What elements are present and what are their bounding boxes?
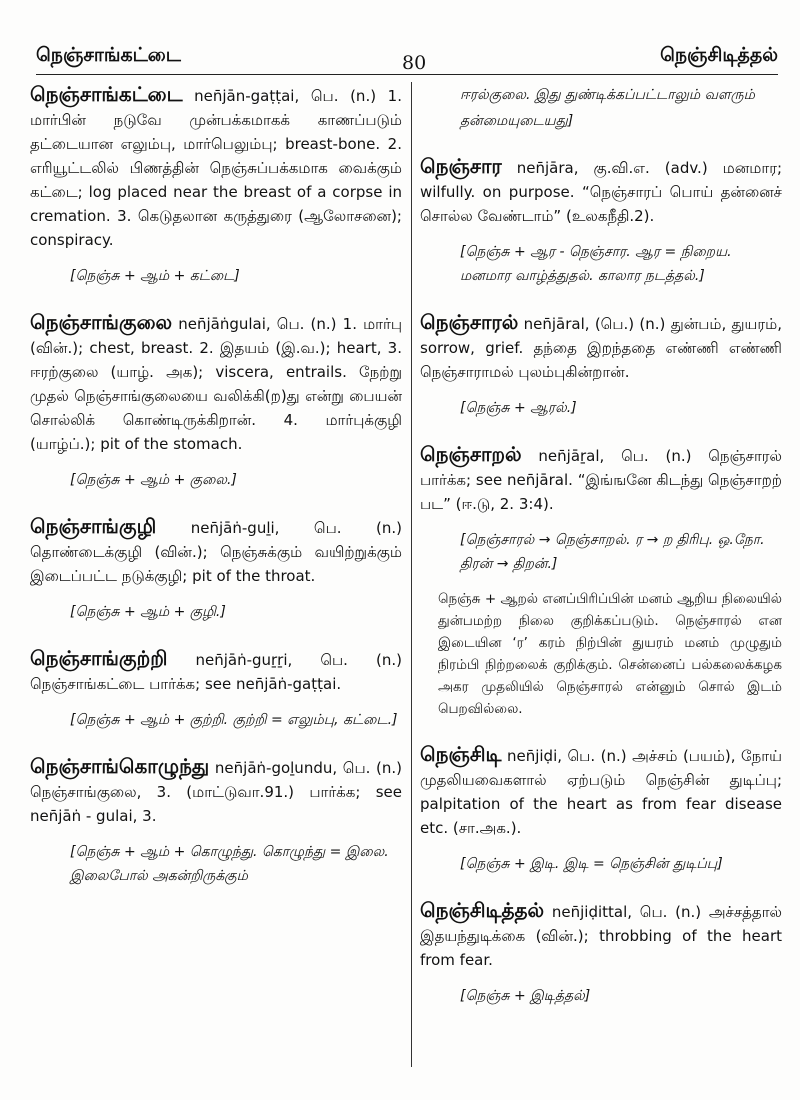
entry-headword: நெஞ்சாங்கொழுந்து: [30, 754, 210, 778]
entry-etymology: [நெஞ்சு + ஆம் + குற்றி. குற்றி = எலும்பு, கட்டை.]: [70, 712, 398, 728]
column-divider: [411, 82, 412, 1067]
dictionary-entry: [30, 514, 402, 624]
dictionary-entry: [30, 82, 402, 288]
entry-headword: நெஞ்சாங்குற்றி: [30, 646, 168, 670]
entry-headword: நெஞ்சாரல்: [420, 310, 519, 334]
entry-body: nen̄jāṅ-guṟṟi, பெ. (n.) நெஞ்சாங்கட்டை பார்க்க; see nen̄jāṅ-gaṭṭai.: [30, 651, 402, 693]
entry-etymology: [நெஞ்சு + ஆம் + குழி.]: [70, 604, 226, 620]
entry-definition: [420, 154, 782, 228]
dictionary-entry: [30, 754, 402, 888]
entry-definition: [420, 742, 782, 840]
entry-headword: நெஞ்சாறல்: [420, 442, 522, 466]
dictionary-entry: [420, 898, 782, 1008]
entry-definition: [420, 898, 782, 972]
running-head-left: நெஞ்சாங்கட்டை: [36, 44, 181, 66]
page-number: 80: [402, 52, 427, 74]
entry-etymology: [நெஞ்சு + ஆரல்.]: [460, 400, 577, 416]
running-head-right: நெஞ்சிடித்தல்: [660, 44, 778, 66]
entry-definition: [420, 310, 782, 384]
entry-etymology: [நெஞ்சு + ஆம் + கட்டை]: [70, 268, 240, 284]
entry-body: nen̄jān-gaṭṭai, பெ. (n.) 1. மார்பின் நடுவே முன்பக்கமாகக் காணப்படும் தட்டையான எலும்பு, மார்பெலும்பு; breast-bone. 2. எரியூட்டலில் பிணத்தின் நெஞ்சுப்பக்கமாக வைக்கும் கட்டை; log placed near the breast of a corpse in cremation. 3. கெடுதலான கருத்துரை (ஆலோசனை); conspiracy.: [30, 87, 402, 249]
entry-definition: [30, 754, 402, 828]
entry-body: nen̄jiḍittal, பெ. (n.) அச்சத்தால் இதயந்துடிக்கை (வின்.); throbbing of the heart from fear.: [420, 903, 782, 969]
entry-etymology: [நெஞ்சாரல் → நெஞ்சாறல். ர → ற திரிபு. ஒ.நோ. திரன் → திறன்.]: [460, 532, 765, 572]
entry-body: nen̄jāṅ-goḻundu, பெ. (n.) நெஞ்சாங்குலை, 3. (மாட்டுவா.91.) பார்க்க; see nen̄jāṅ - gulai, 3.: [30, 759, 402, 825]
entry-note: நெஞ்சு + ஆறல் எனப்பிரிப்பின் மனம் ஆறிய நிலையில் துன்பமற்ற நிலை குறிக்கப்படும். நெஞ்சாரல் என இடையின ‘ர’ கரம் நிற்பின் துயரம் மனம் முழுதும் நிரம்பி நிற்றலைக் குறிக்கும். சென்னைப் பல்கலைக்கழக அகர முதலியில் நெஞ்சாரல் என்னும் சொல் இடம் பெறவில்லை.: [438, 591, 782, 717]
dictionary-entry: [420, 742, 782, 876]
dictionary-entry: [420, 442, 782, 720]
entry-headword: நெஞ்சாங்கட்டை: [30, 82, 183, 106]
entry-body: nen̄jāṅgulai, பெ. (n.) 1. மார்பு (வின்.); chest, breast. 2. இதயம் (இ.வ.); heart, 3. ஈரற்குலை (யாழ். அக); viscera, entrails. நேற்று முதல் நெஞ்சாங்குலையை வலிக்கி(ற)து என்று பையன் சொல்லிக் கொண்டிருக்கிறான். 4. மார்புக்குழி (யாழ்ப்.); pit of the stomach.: [30, 315, 402, 453]
entry-body: nen̄jāṅ-guḻi, பெ. (n.) தொண்டைக்குழி (வின்.); நெஞ்சுக்கும் வயிற்றுக்கும் இடைப்பட்ட நடுக்குழி; pit of the throat.: [30, 519, 402, 585]
entry-body: nen̄jiḍi, பெ. (n.) அச்சம் (பயம்), நோய் முதலியவைகளால் ஏற்படும் நெஞ்சின் துடிப்பு; palpitation of the heart as from fear disease etc. (சா.அக.).: [420, 747, 782, 837]
entry-headword: நெஞ்சிடித்தல்: [420, 898, 545, 922]
entry-etymology: [நெஞ்சு + இடித்தல்]: [460, 988, 591, 1004]
entry-definition: [30, 514, 402, 588]
entry-definition: [420, 442, 782, 516]
left-column: [30, 82, 402, 910]
entry-body: nen̄jāral, (பெ.) (n.) துன்பம், துயரம், sorrow, grief. தந்தை இறந்ததை எண்ணி எண்ணி நெஞ்சாராமல் புலம்புகின்றான்.: [420, 315, 782, 381]
entry-etymology: [நெஞ்சு + ஆம் + கொழுந்து. கொழுந்து = இலை. இலைபோல் அகன்றிருக்கும்: [70, 844, 389, 884]
entry-etymology: [நெஞ்சு + ஆம் + குலை.]: [70, 472, 237, 488]
dictionary-entry: [420, 310, 782, 420]
dictionary-entry: [30, 310, 402, 492]
entry-etymology: [நெஞ்சு + இடி. இடி = நெஞ்சின் துடிப்பு]: [460, 856, 723, 872]
entry-headword: நெஞ்சார: [420, 154, 502, 178]
entry-definition: [30, 310, 402, 456]
entry-headword: நெஞ்சிடி: [420, 742, 502, 766]
page-header: [36, 40, 778, 75]
etymology-continuation: ஈரல்குலை. இது துண்டிக்கப்பட்டாலும் வளரும் தன்மையுடையது]: [460, 87, 755, 129]
entry-headword: நெஞ்சாங்குலை: [30, 310, 173, 334]
entry-definition: [30, 82, 402, 252]
entry-etymology: [நெஞ்சு + ஆர - நெஞ்சார. ஆர = நிறைய. மனமார வாழ்த்துதல். காலார நடத்தல்.]: [460, 244, 732, 284]
entry-headword: நெஞ்சாங்குழி: [30, 514, 157, 538]
dictionary-entry: [420, 154, 782, 288]
entry-definition: [30, 646, 402, 696]
entry-body: nen̄jāṟal, பெ. (n.) நெஞ்சாரல் பார்க்க; see nen̄jāral. “இங்ஙனே கிடந்து நெஞ்சாறற் பட” (ஈ.டு, 2. 3:4).: [420, 447, 782, 513]
entry-body: nen̄jāra, கு.வி.எ. (adv.) மனமார; wilfully. on purpose. “நெஞ்சாரப் பொய் தன்னைச் சொல்ல வேண்டாம்” (உலகநீதி.2).: [420, 159, 782, 225]
right-column: [420, 82, 782, 1030]
dictionary-entry: [30, 646, 402, 732]
